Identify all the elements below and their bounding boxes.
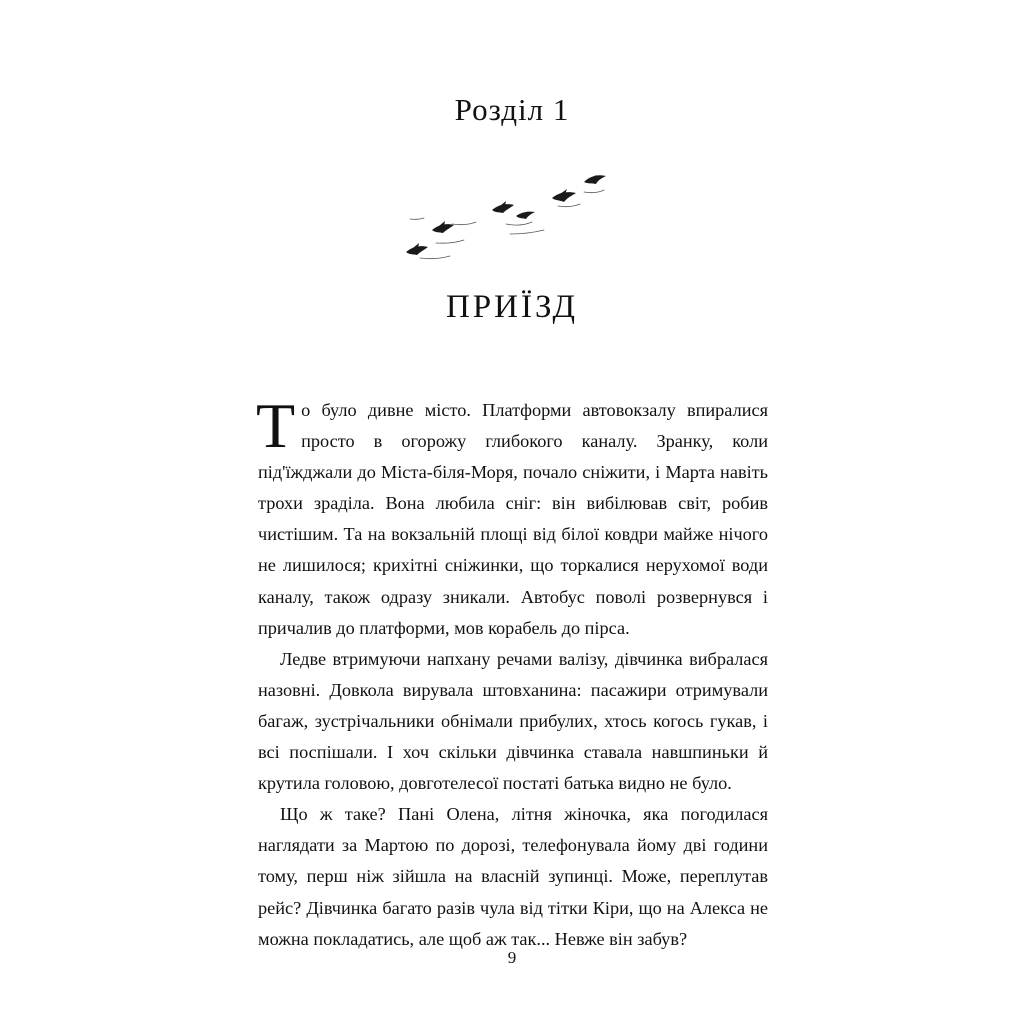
- paragraph-text: о було дивне місто. Платформи автовокзалу впиралися просто в огорожу глибокого каналу. Зранку, коли під'їжджали до Міста-біля-Моря, почало сніжити, і Марта навіть трохи зраділа. Вона любила сніг: він вибілював світ, робив чистішим. Та на вокзальній площі від білої ковдри майже нічого не лишилося; крихітні сніжинки, що торкалися нерухомої води каналу, також одразу зникали. Автобус поволі розвернувся і причалив до платформи, мов корабель до пірса.: [258, 400, 768, 638]
- paragraph: Ледве втримуючи напхану речами валізу, дівчинка вибралася назовні. Довкола вирувала штовханина: пасажири отримували багаж, зустрічальники обнімали прибулих, хтось когось гукав, і всі поспішали. І хоч скільки дівчинка ставала навшпиньки й крутила головою, довготелесої постаті батька видно не було.: [258, 648, 768, 794]
- body-text: [256, 390, 768, 955]
- birds-flock-icon: [404, 160, 624, 264]
- paragraph: Що ж таке? Пані Олена, літня жіночка, яка погодилася наглядати за Мартою по дорозі, телефонувала йому дві години тому, перш ніж зійшла на власній зупинці. Може, переплутав рейс? Дівчинка багато разів чула від тітки Кіри, що на Алекса не можна покладатись, але щоб аж так... Невже він забув?: [258, 804, 768, 949]
- chapter-title: ПРИЇЗД: [445, 289, 579, 325]
- drop-cap: Т: [256, 390, 296, 461]
- page-number: 9: [507, 948, 517, 967]
- chapter-label: Розділ 1: [454, 92, 570, 127]
- paragraph: [256, 390, 768, 644]
